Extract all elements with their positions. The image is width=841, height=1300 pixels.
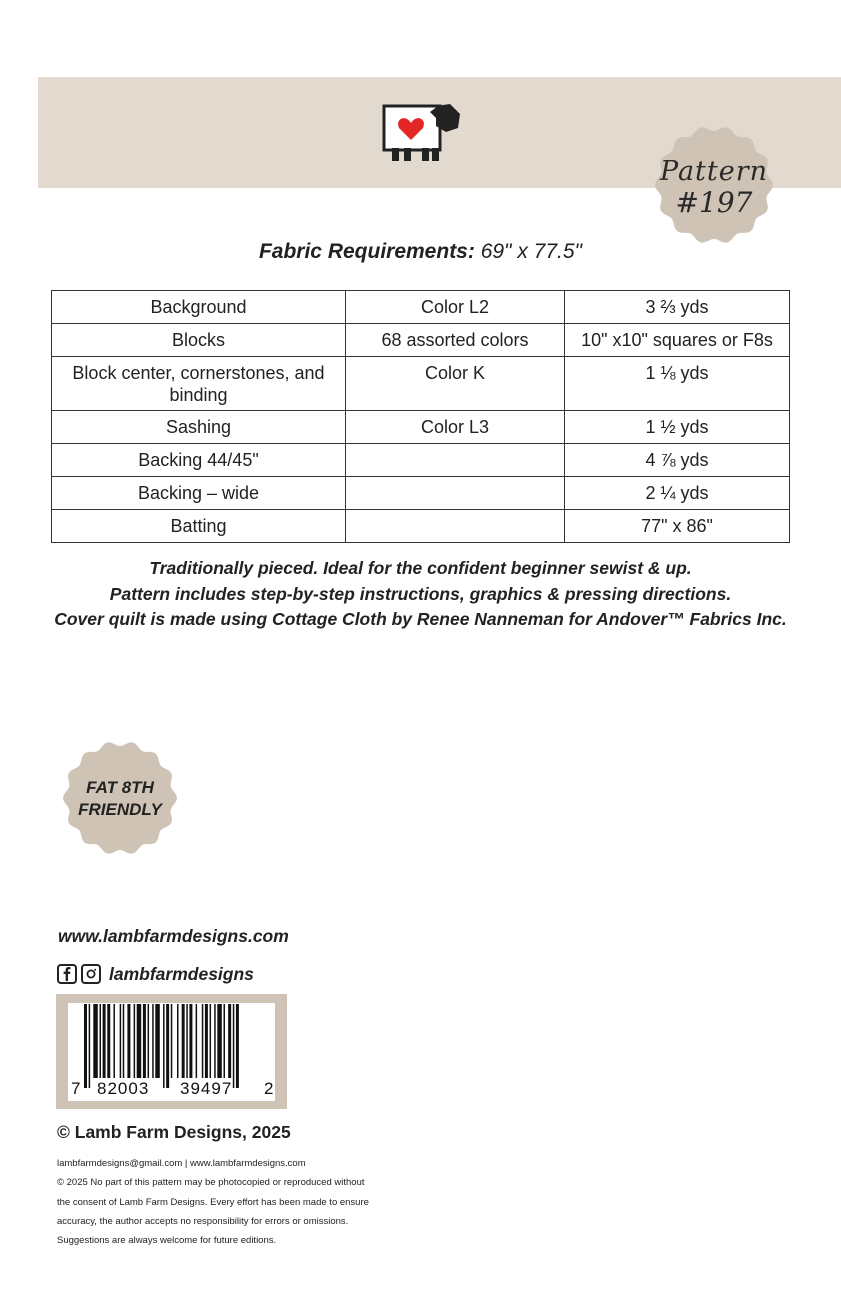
badge-line: FRIENDLY xyxy=(78,800,162,819)
barcode-bar xyxy=(127,1004,130,1078)
barcode-bar xyxy=(84,1004,87,1088)
social-handle[interactable]: lambfarmdesigns xyxy=(109,963,254,984)
barcode-bar xyxy=(143,1004,146,1078)
fabric-color-cell xyxy=(346,510,565,543)
fabric-amount-cell: 2 ¼ yds xyxy=(565,477,790,510)
barcode-bar xyxy=(152,1004,154,1078)
barcode-bar xyxy=(89,1004,91,1088)
fabric-item-cell: Sashing xyxy=(52,411,346,444)
barcode-bar xyxy=(205,1004,208,1078)
fabric-item-cell: Blocks xyxy=(52,324,346,357)
barcode-bar xyxy=(228,1004,231,1078)
fabric-color-cell xyxy=(346,477,565,510)
fabric-row xyxy=(52,357,790,411)
fine-print-line: accuracy, the author accepts no responsibility for errors or omissions. xyxy=(57,1215,349,1227)
barcode-bar xyxy=(233,1004,235,1088)
fabric-requirements-table xyxy=(51,290,790,543)
barcode-bar xyxy=(103,1004,106,1078)
fabric-color-cell: Color L2 xyxy=(346,291,565,324)
fabric-amount-cell: 10" x10" squares or F8s xyxy=(565,324,790,357)
barcode-bar xyxy=(186,1004,188,1078)
barcode-bar xyxy=(224,1004,226,1078)
note-line: Cover quilt is made using Cottage Cloth by Renee Nanneman for Andover™ Fabrics Inc. xyxy=(54,609,787,629)
fat-8th-friendly-badge xyxy=(62,741,178,855)
fabric-color-cell: Color K xyxy=(346,357,565,411)
website-link[interactable]: www.lambfarmdesigns.com xyxy=(58,926,289,946)
barcode xyxy=(68,1003,275,1101)
barcode-bar xyxy=(236,1004,239,1088)
fabric-item-cell: Background xyxy=(52,291,346,324)
barcode-bar xyxy=(100,1004,102,1078)
fabric-item-cell: Backing – wide xyxy=(52,477,346,510)
fabric-row xyxy=(52,477,790,510)
barcode-bar xyxy=(113,1004,115,1078)
fabric-amount-cell: 3 ⅔ yds xyxy=(565,291,790,324)
barcode-bar xyxy=(120,1004,122,1078)
fabric-item-cell: Backing 44/45" xyxy=(52,444,346,477)
barcode-bar xyxy=(202,1004,204,1078)
fabric-row xyxy=(52,291,790,324)
barcode-bar xyxy=(171,1004,173,1078)
barcode-digit: 7 xyxy=(71,1079,81,1098)
sheep-with-heart-icon xyxy=(380,100,464,164)
barcode-bar xyxy=(123,1004,125,1078)
fabric-color-cell: 68 assorted colors xyxy=(346,324,565,357)
fabric-row xyxy=(52,411,790,444)
barcode-bar xyxy=(214,1004,216,1078)
barcode-bar xyxy=(93,1004,98,1078)
social-row xyxy=(57,962,254,986)
fabric-amount-cell: 4 ⅞ yds xyxy=(565,444,790,477)
barcode-bar xyxy=(155,1004,160,1078)
barcode-digits-right: 39497 xyxy=(180,1079,233,1098)
pattern-label: Pattern xyxy=(659,156,769,187)
barcode-bar xyxy=(137,1004,142,1078)
instagram-icon[interactable] xyxy=(81,964,101,984)
fabric-row xyxy=(52,444,790,477)
barcode-bar xyxy=(177,1004,179,1078)
barcode-bar xyxy=(107,1004,110,1078)
barcode-bar xyxy=(217,1004,222,1078)
barcode-bar xyxy=(134,1004,136,1078)
copyright-heading: © Lamb Farm Designs, 2025 xyxy=(57,1122,291,1142)
barcode-bar xyxy=(210,1004,212,1078)
pattern-number: #197 xyxy=(675,186,753,219)
fine-print-line: © 2025 No part of this pattern may be photocopied or reproduced without xyxy=(57,1177,365,1189)
fine-print-line: lambfarmdesigns@gmail.com | www.lambfarmdesigns.com xyxy=(57,1158,306,1169)
fabric-row xyxy=(52,510,790,543)
quilt-size: 69" x 77.5" xyxy=(480,240,583,263)
pattern-notes xyxy=(0,556,841,633)
fine-print xyxy=(57,1154,427,1250)
barcode-bar xyxy=(196,1004,198,1078)
fine-print-line: the consent of Lamb Farm Designs. Every effort has been made to ensure xyxy=(57,1196,369,1208)
fabric-item-cell: Batting xyxy=(52,510,346,543)
barcode-bar xyxy=(166,1004,169,1088)
barcode-check-digit: 2 xyxy=(264,1079,274,1098)
barcode-digits-left: 82003 xyxy=(97,1079,150,1098)
badge-line: FAT 8TH xyxy=(86,778,154,797)
facebook-icon[interactable] xyxy=(57,964,77,984)
fabric-amount-cell: 1 ½ yds xyxy=(565,411,790,444)
fabric-item-cell: Block center, cornerstones, and binding xyxy=(52,357,346,411)
barcode-frame xyxy=(56,994,287,1109)
fabric-amount-cell: 77" x 86" xyxy=(565,510,790,543)
fabric-amount-cell: 1 ⅛ yds xyxy=(565,357,790,411)
barcode-bar xyxy=(148,1004,150,1078)
fabric-requirements-title xyxy=(0,240,841,264)
fabric-title-label: Fabric Requirements: xyxy=(258,240,475,263)
barcode-bar xyxy=(163,1004,165,1088)
fine-print-line: Suggestions are always welcome for future editions. xyxy=(57,1235,277,1247)
fabric-color-cell: Color L3 xyxy=(346,411,565,444)
note-line: Pattern includes step-by-step instructions, graphics & pressing directions. xyxy=(109,583,732,604)
fabric-row xyxy=(52,324,790,357)
barcode-bar xyxy=(182,1004,185,1078)
fabric-color-cell xyxy=(346,444,565,477)
pattern-number-badge xyxy=(654,126,774,244)
barcode-bar xyxy=(189,1004,192,1078)
note-line: Traditionally pieced. Ideal for the confident beginner sewist & up. xyxy=(149,558,692,578)
